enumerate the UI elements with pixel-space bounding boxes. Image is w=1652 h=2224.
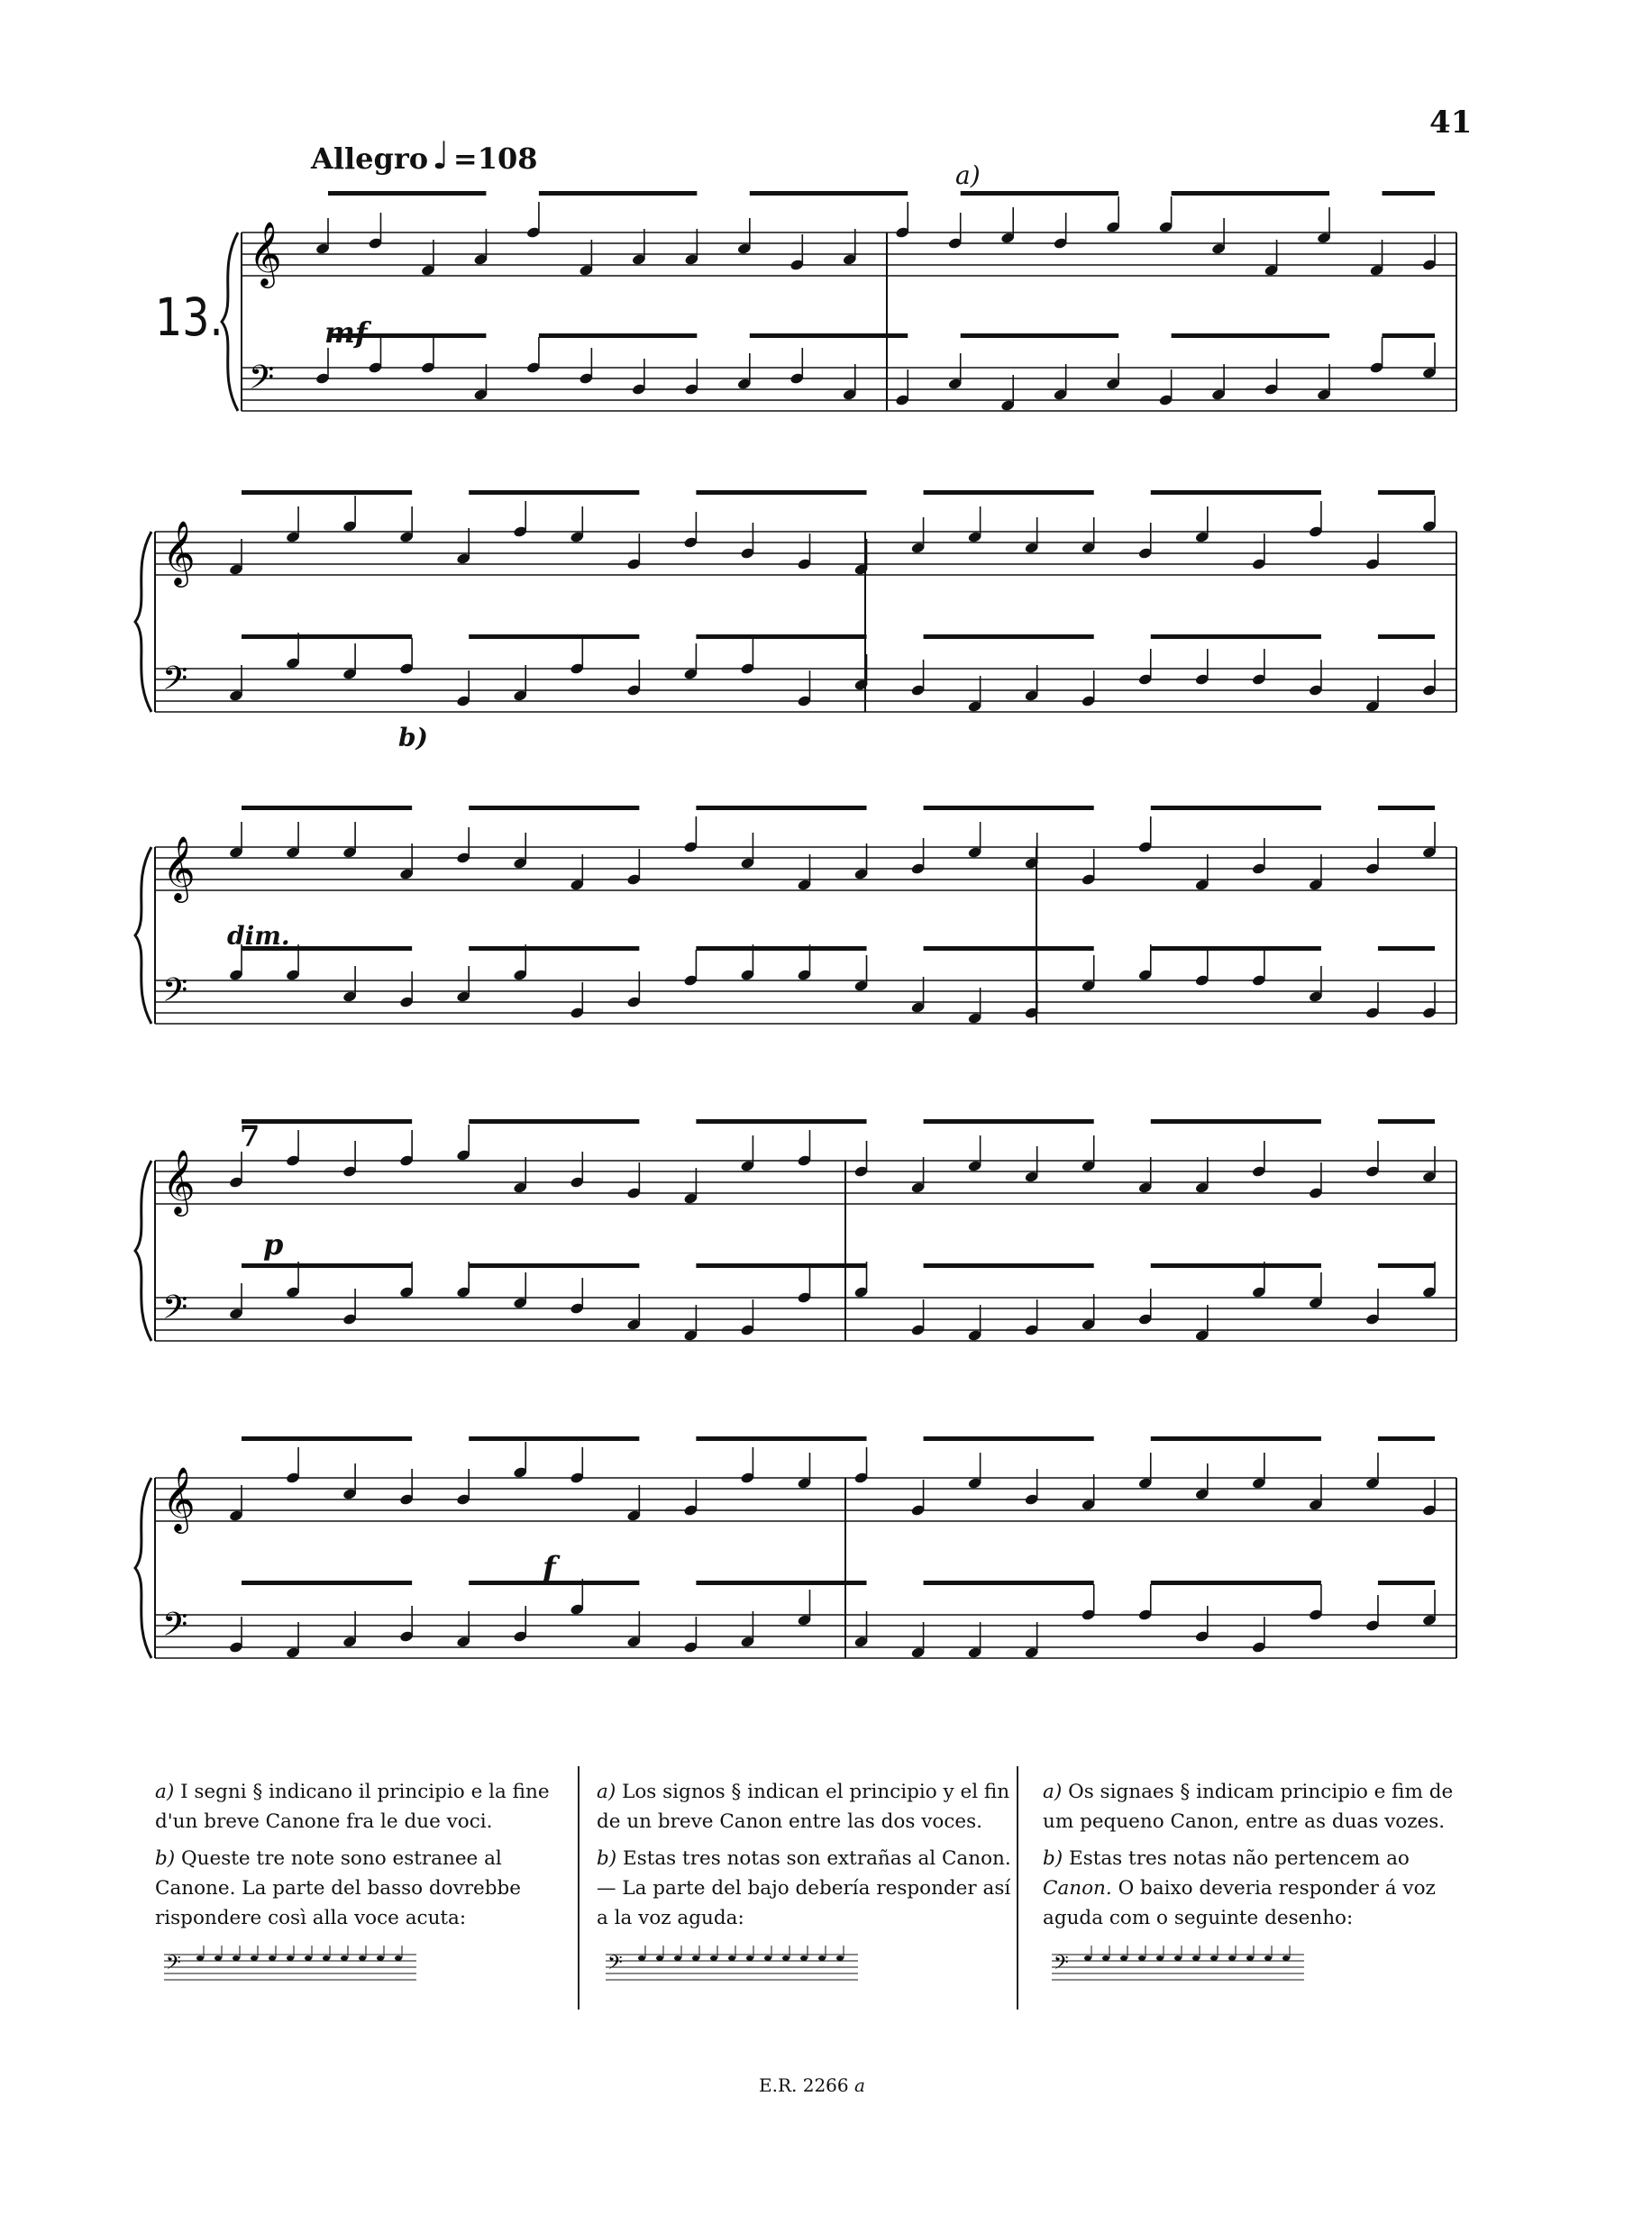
beam — [1378, 806, 1435, 810]
beam — [242, 806, 412, 810]
publisher-code — [759, 2074, 865, 2096]
note-head — [1138, 1955, 1145, 1961]
bass-example-staff — [155, 1946, 425, 1991]
piece-number: 13. — [155, 287, 224, 348]
note-head — [377, 1955, 384, 1961]
note-head — [305, 1955, 312, 1961]
beam — [696, 946, 866, 951]
beam — [469, 490, 639, 495]
note-head — [1228, 1955, 1236, 1961]
note-head — [287, 1955, 294, 1961]
footnote-italic: Canon. — [1043, 1877, 1112, 1900]
beam — [924, 1581, 1094, 1585]
treble-clef-icon: 𝄞 — [162, 1148, 196, 1214]
footnote-text: O baixo deveria responder á voz aguda com o seguinte desenho: — [1043, 1877, 1436, 1929]
dynamic-dim: dim. — [227, 921, 290, 951]
footnote-label: a) — [155, 1781, 175, 1803]
publisher-code-text: E.R. 2266 — [759, 2074, 849, 2096]
beam — [242, 1263, 412, 1268]
note-head — [251, 1955, 258, 1961]
metronome-value: =108 — [452, 141, 538, 176]
beam — [1151, 946, 1321, 951]
note-head — [1264, 1955, 1272, 1961]
beam — [1378, 490, 1435, 495]
system-brace — [135, 1161, 151, 1341]
footnote-it-a — [155, 1777, 570, 1837]
note-head — [1192, 1955, 1200, 1961]
note-head — [674, 1955, 681, 1961]
beam — [539, 333, 697, 338]
note-head — [1120, 1955, 1127, 1961]
note-head — [1282, 1955, 1290, 1961]
bass-example-staff — [597, 1946, 867, 1991]
footnote-text: Queste tre note sono estranee al Canone. La parte del basso dovrebbe rispondere così alla voce acuta: — [155, 1847, 522, 1929]
note-head — [1210, 1955, 1218, 1961]
footnote-portuguese — [1043, 1777, 1457, 1991]
beam — [924, 1436, 1094, 1441]
note-head — [656, 1955, 663, 1961]
footnote-es-b — [597, 1844, 1011, 1933]
note-head — [395, 1955, 402, 1961]
beam — [1151, 490, 1321, 495]
beam — [1151, 1436, 1321, 1441]
footnote-label: a) — [1043, 1781, 1063, 1803]
footnote-label: b) — [155, 1847, 176, 1870]
beam — [469, 1436, 639, 1441]
note-head — [196, 1955, 204, 1961]
beam — [696, 1436, 866, 1441]
beam — [242, 634, 412, 639]
beam — [1151, 1263, 1321, 1268]
beam — [1151, 806, 1321, 810]
beam — [469, 806, 639, 810]
beam — [750, 191, 908, 196]
beam — [1378, 634, 1435, 639]
tempo-text: Allegro — [311, 141, 429, 176]
footnote-pt-a — [1043, 1777, 1457, 1837]
note-head — [1174, 1955, 1182, 1961]
treble-clef-icon: 𝄞 — [162, 519, 196, 585]
dynamic-f: f — [543, 1550, 556, 1586]
footnote-text: I segni § indicano il principio e la fine d'un breve Canone fra le due voci. — [155, 1781, 550, 1833]
system-brace — [222, 232, 238, 411]
note-head — [764, 1955, 771, 1961]
beam — [242, 1581, 412, 1585]
note-head — [728, 1955, 735, 1961]
measure-number-7: 7 — [240, 1119, 260, 1153]
beam — [1172, 191, 1329, 196]
beam — [469, 1119, 639, 1124]
beam — [1383, 191, 1435, 196]
footnote-text: Los signos § indican el principio y el fin de un breve Canon entre las dos voces. — [597, 1781, 1010, 1833]
note-head — [710, 1955, 717, 1961]
beam — [750, 333, 908, 338]
beam — [469, 946, 639, 951]
page-number: 41 — [1429, 105, 1473, 141]
footnote-label: b) — [597, 1847, 617, 1870]
footnote-text: Estas tres notas son extrañas al Canon. — La parte del bajo debería responder así a la voz aguda: — [597, 1847, 1011, 1929]
note-head — [269, 1955, 276, 1961]
dynamic-mf: mf — [324, 315, 368, 350]
dynamic-p: p — [263, 1227, 284, 1262]
treble-clef-icon: 𝄞 — [162, 834, 196, 900]
beam — [242, 490, 412, 495]
bass-clef-icon: 𝄢 — [249, 359, 275, 405]
beam — [696, 634, 866, 639]
beam — [696, 1581, 866, 1585]
bass-clef-icon: 𝄢 — [1054, 1952, 1069, 1979]
note-head — [1246, 1955, 1254, 1961]
beam — [1378, 1263, 1435, 1268]
note-head — [638, 1955, 645, 1961]
note-head — [800, 1955, 808, 1961]
bass-clef-icon: 𝄢 — [162, 1606, 188, 1652]
column-divider — [578, 1766, 580, 2010]
note-head — [782, 1955, 789, 1961]
beam — [924, 946, 1094, 951]
beam — [539, 191, 697, 196]
bass-example-staff — [1043, 1946, 1313, 1991]
beam — [1383, 333, 1435, 338]
note-head — [214, 1955, 222, 1961]
footnote-spanish — [597, 1777, 1011, 1991]
footnote-text: Os signaes § indicam principio e fim de um pequeno Canon, entre as duas vozes. — [1043, 1781, 1454, 1833]
note-head — [359, 1955, 366, 1961]
note-head — [341, 1955, 348, 1961]
beam — [696, 1263, 866, 1268]
beam — [242, 1119, 412, 1124]
system-brace — [135, 1478, 151, 1658]
beam — [924, 490, 1094, 495]
annotation-a: a) — [955, 160, 981, 190]
beam — [1378, 946, 1435, 951]
treble-clef-icon: 𝄞 — [249, 220, 282, 286]
note-head — [692, 1955, 699, 1961]
note-head — [1156, 1955, 1164, 1961]
bass-clef-icon: 𝄢 — [166, 1952, 181, 1979]
footnote-text: Estas tres notas não pertencem ao — [1069, 1847, 1410, 1870]
bass-clef-icon: 𝄢 — [162, 1289, 188, 1335]
beam — [924, 1119, 1094, 1124]
bass-clef-icon: 𝄢 — [607, 1952, 623, 1979]
beam — [961, 191, 1118, 196]
note-head — [233, 1955, 240, 1961]
note-head — [1102, 1955, 1109, 1961]
beam — [924, 634, 1094, 639]
beam — [1151, 1581, 1321, 1585]
beam — [469, 1263, 639, 1268]
footnote-label: a) — [597, 1781, 616, 1803]
beam — [1378, 1119, 1435, 1124]
beam — [696, 490, 866, 495]
beam — [1378, 1436, 1435, 1441]
annotation-b: b) — [398, 723, 428, 752]
beam — [924, 806, 1094, 810]
beam — [1151, 634, 1321, 639]
bass-clef-icon: 𝄢 — [162, 971, 188, 1017]
beam — [961, 333, 1118, 338]
bass-clef-icon: 𝄢 — [162, 660, 188, 706]
note-head — [746, 1955, 753, 1961]
beam — [1151, 1119, 1321, 1124]
footnote-label: b) — [1043, 1847, 1063, 1870]
footnote-es-a — [597, 1777, 1011, 1837]
column-divider — [1017, 1766, 1018, 2010]
beam — [924, 1263, 1094, 1268]
beam — [1172, 333, 1329, 338]
beam — [1378, 1581, 1435, 1585]
system-brace — [135, 532, 151, 712]
beam — [242, 1436, 412, 1441]
system-brace — [135, 847, 151, 1024]
beam — [696, 806, 866, 810]
footnote-italian — [155, 1777, 570, 1991]
note-head — [323, 1955, 330, 1961]
note-head — [1084, 1955, 1091, 1961]
footnote-pt-b — [1043, 1844, 1457, 1933]
footnote-it-b — [155, 1844, 570, 1933]
publisher-code-suffix: a — [854, 2074, 865, 2096]
beam — [469, 634, 639, 639]
note-head — [818, 1955, 826, 1961]
note-head — [836, 1955, 844, 1961]
beam — [696, 1119, 866, 1124]
beam — [328, 191, 486, 196]
quarter-note-icon: ♩ — [432, 133, 450, 178]
treble-clef-icon: 𝄞 — [162, 1465, 196, 1531]
